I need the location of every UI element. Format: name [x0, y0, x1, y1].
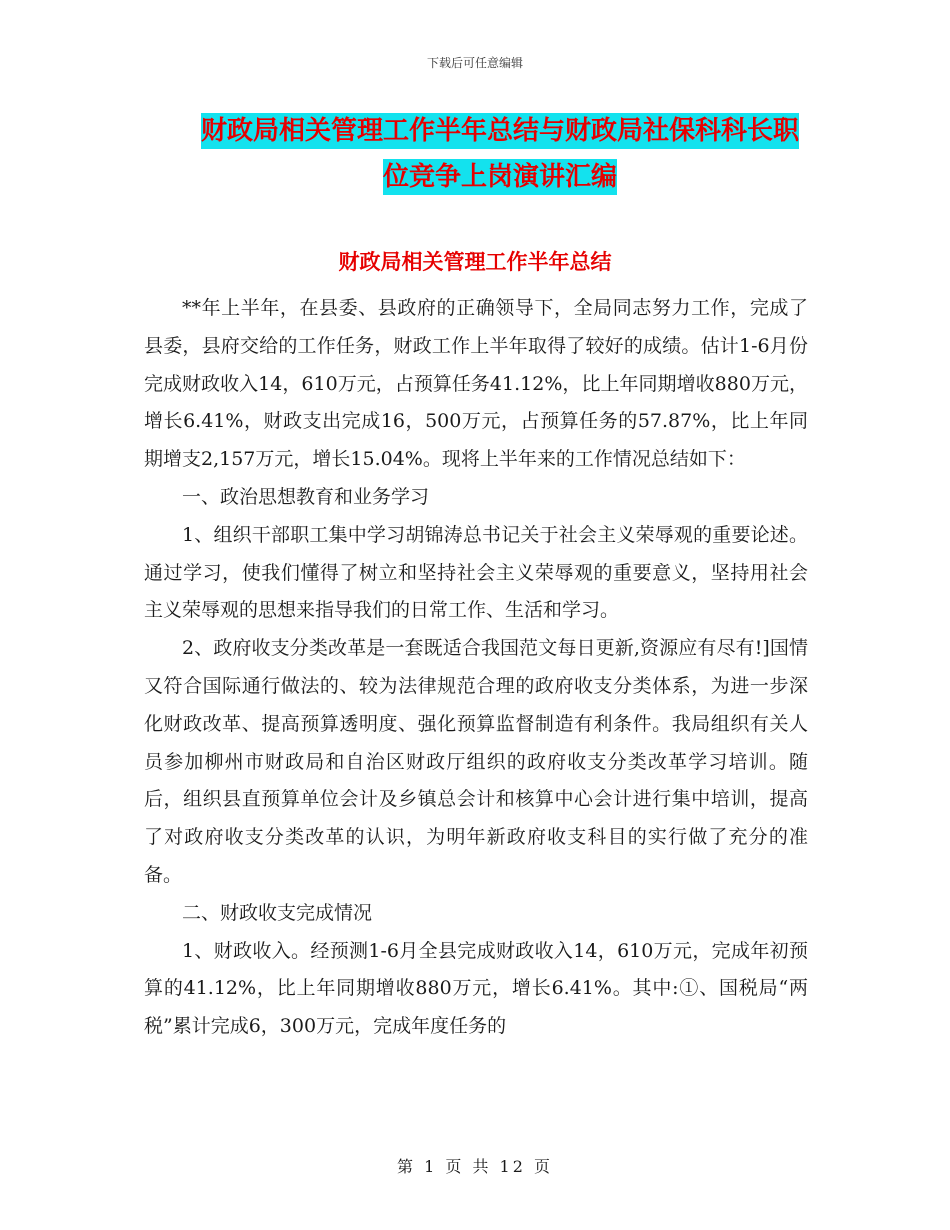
paragraph: 1、组织干部职工集中学习胡锦涛总书记关于社会主义荣辱观的重要论述。通过学习，使我们懂得了树立和坚持社会主义荣辱观的重要意义，坚持用社会主义荣辱观的思想来指导我们的日常工作、生活和学习。 [144, 523, 808, 622]
main-title-line2: 位竞争上岗演讲汇编 [383, 159, 617, 195]
paragraph: 一、政治思想教育和业务学习 [182, 485, 430, 508]
main-title [140, 108, 860, 200]
section-title: 财政局相关管理工作半年总结 [338, 249, 612, 274]
header-note: 下载后可任意编辑 [426, 56, 523, 70]
paragraph: **年上半年，在县委、县政府的正确领导下，全局同志努力工作，完成了县委，县府交给的工作任务，财政工作上半年取得了较好的成绩。估计1-6月份完成财政收入14，610万元，占预算任务41.12%，比上年同期增收880万元，增长6.41%，财政支出完成16，500万元，占预算任务的57.87%，比上年同期增支2,157万元，增长15.04%。现将上半年来的工作情况总结如下： [144, 297, 808, 471]
paragraph: 2、政府收支分类改革是一套既适合我国范文每日更新,资源应有尽有!]国情又符合国际通行做法的、较为法律规范合理的政府收支分类体系，为进一步深化财政改革、提高预算透明度、强化预算监督制造有利条件。我局组织有关人员参加柳州市财政局和自治区财政厅组织的政府收支分类改革学习培训。随后，组织县直预算单位会计及乡镇总会计和核算中心会计进行集中培训，提高了对政府收支分类改革的认识，为明年新政府收支科目的实行做了充分的准备。 [144, 637, 808, 886]
page-footer: 第 1 页 共 12 页 [397, 1157, 553, 1176]
main-title-line1: 财政局相关管理工作半年总结与财政局社保科科长职 [201, 113, 799, 149]
paragraph: 二、财政收支完成情况 [182, 901, 373, 924]
paragraph: 1、财政收入。经预测1-6月全县完成财政收入14，610万元，完成年初预算的41.12%，比上年同期增收880万元，增长6.41%。其中:①、国税局“两税”累计完成6，300万元，完成年度任务的 [144, 939, 808, 1038]
body-text [144, 290, 808, 1046]
